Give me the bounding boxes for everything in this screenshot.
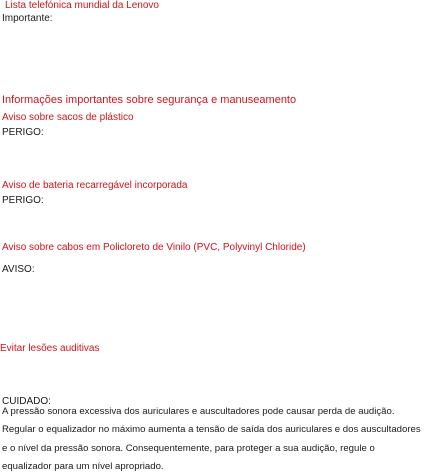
battery-heading: Aviso de bateria recarregável incorporada [2, 180, 188, 191]
safety-section-heading: Informações importantes sobre segurança e manuseamento [2, 94, 297, 106]
plastic-bags-danger-label: PERIGO: [2, 127, 44, 138]
pvc-cables-warning-label: AVISO: [2, 264, 35, 275]
pvc-cables-heading: Aviso sobre cabos em Policloreto de Vinilo (PVC, Polyvinyl Chloride) [2, 242, 306, 253]
hearing-caution-label: CUIDADO: [2, 396, 51, 407]
hearing-caution-text: A pressão sonora excessiva dos auriculares e auscultadores pode causar perda de audição. Regular o equalizador no máximo aumenta a tensão de saída dos auriculares e dos auscultadores e o nível da pressão sonora. Consequentemente, para proteger a sua audição, regule o equalizador para um nível apropriado. [2, 406, 421, 472]
plastic-bags-heading: Aviso sobre sacos de plástico [2, 112, 134, 123]
important-label: Importante: [2, 13, 53, 24]
document-title: Lista telefónica mundial da Lenovo [5, 0, 159, 11]
battery-danger-label: PERIGO: [2, 195, 44, 206]
hearing-damage-heading: Evitar lesões auditivas [0, 343, 100, 354]
